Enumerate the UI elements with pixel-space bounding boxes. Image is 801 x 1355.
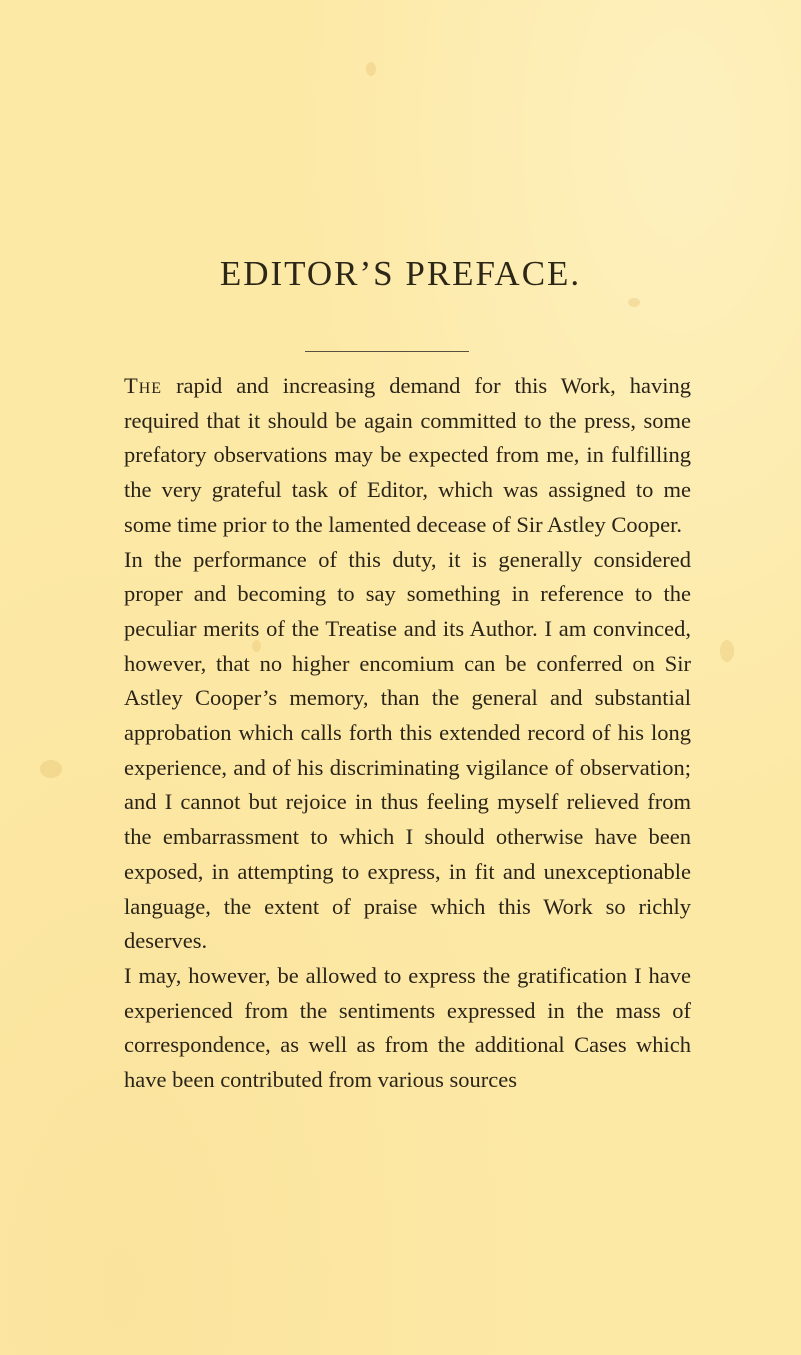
paper-stain [720, 640, 734, 662]
paragraph-3 [124, 959, 691, 1098]
preface-body [124, 369, 691, 1098]
page-title: EDITOR’S PREFACE. [219, 254, 582, 293]
paragraph-1-text: rapid and increasing demand for this Work, having required that it should be again committed to the press, some prefatory observations may be expected from me, in fulfilling the very grateful task of Editor, which was assigned to me some time prior to the lamented decease of Sir Astley Cooper. [124, 373, 691, 537]
paragraph-1 [124, 369, 691, 543]
paper-stain [40, 760, 62, 778]
paragraph-3-text: I may, however, be allowed to express the gratification I have experienced from the sentiments expressed in the mass of correspondence, as well as from the additional Cases which have been contributed from various sources [124, 962, 691, 1093]
paragraph-2 [124, 543, 691, 959]
opening-word: The [124, 373, 163, 398]
paper-stain [628, 298, 640, 307]
title-divider [305, 351, 469, 352]
paragraph-2-text: In the performance of this duty, it is generally considered proper and becoming to say something in reference to the peculiar merits of the Treatise and its Author. I am convinced, however, that no higher encomium can be conferred on Sir Astley Cooper’s memory, than the general and substantial approbation which calls forth this extended record of his long experience, and of his discriminating vigilance of observation; and I cannot but rejoice in thus feeling myself relieved from the embarrassment to which I should otherwise have been exposed, in attempting to express, in fit and unexceptionable language, the extent of praise which this Work so richly deserves. [124, 546, 691, 954]
paper-stain [366, 62, 376, 76]
